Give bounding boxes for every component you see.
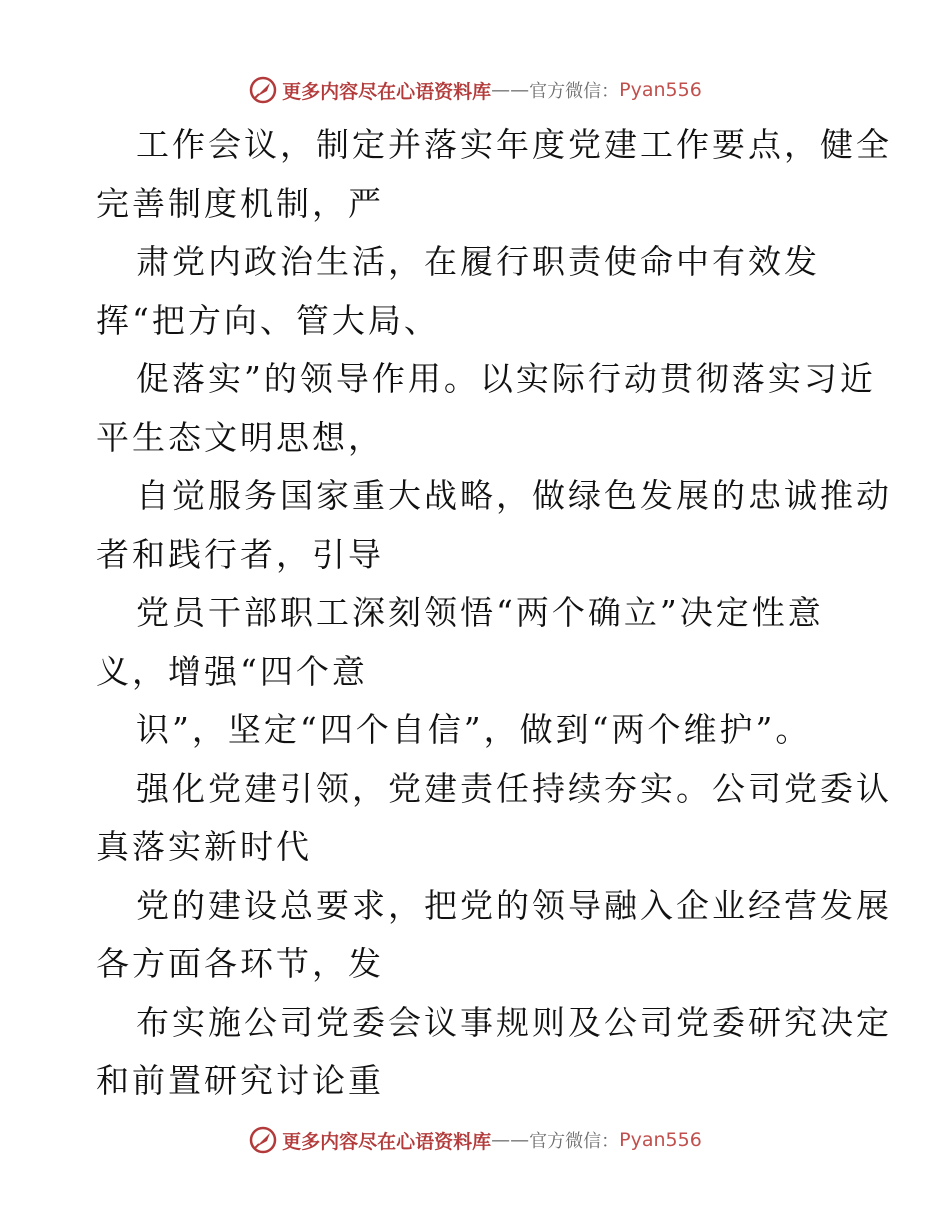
text-line: 者和践行者，引导 [96,534,384,574]
text-line: 自觉服务国家重大战略，做绿色发展的忠诚推动 [136,476,892,515]
watermark-wechat-id: Pyan556 [619,79,702,101]
watermark-site-text: 更多内容尽在心语资料库 [282,80,492,103]
text-line: 挥“把方向、管大局、 [96,300,440,340]
header-watermark [0,72,950,108]
text-line: 各方面各环节，发 [96,944,384,983]
text-line: 完善制度机制，严 [96,183,384,223]
text-line: 识”，坚定“四个自信”，做到“两个维护”。 [136,710,812,749]
text-line: 肃党内政治生活，在履行职责使命中有效发 [136,242,820,281]
watermark-wechat-id: Pyan556 [619,1129,702,1151]
text-line: 工作会议，制定并落实年度党建工作要点，健全 [136,125,892,164]
watermark-site-text: 更多内容尽在心语资料库 [282,1130,492,1153]
quill-logo-icon [248,75,278,105]
text-line: 强化党建引领，党建责任持续夯实。公司党委认 [136,768,892,808]
document-body [96,116,892,1111]
text-line: 党的建设总要求，把党的领导融入企业经营发展 [136,885,892,925]
watermark-wechat-label: 官方微信： [529,1131,620,1152]
text-line: 义，增强“四个意 [96,651,368,691]
quill-logo-icon [248,1125,278,1155]
text-line: 布实施公司党委会议事规则及公司党委研究决定 [136,1002,892,1042]
text-line: 党员干部职工深刻领悟“两个确立”决定性意 [136,593,824,632]
footer-watermark [0,1122,950,1158]
text-line: 和前置研究讨论重 [96,1061,384,1100]
text-line: 平生态文明思想， [96,417,384,457]
text-line: 促落实”的领导作用。以实际行动贯彻落实习近 [136,359,876,398]
watermark-wechat-label: 官方微信： [529,81,620,102]
text-line: 真落实新时代 [96,827,312,866]
watermark-dash: —— [491,1129,530,1151]
watermark-dash: —— [491,79,530,101]
